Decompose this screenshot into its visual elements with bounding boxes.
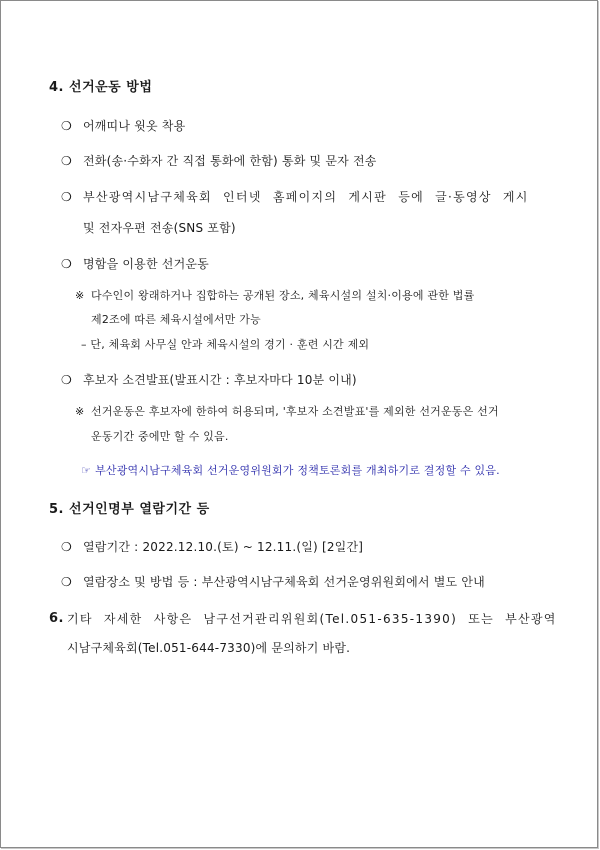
- dash-note: – 단, 체육회 사무실 안과 체육시설의 경기 · 훈련 시간 제외: [81, 338, 370, 351]
- section-4-heading: 4. 선거운동 방법: [49, 80, 153, 95]
- blue-note: [81, 463, 500, 479]
- note1-line2: 제2조에 따른 체육시설에서만 가능: [91, 313, 261, 326]
- bullet-icon: ❍: [61, 154, 72, 168]
- section-6-line2: 시남구체육회(Tel.051-644-7330)에 문의하기 바람.: [67, 641, 351, 655]
- pointing-hand-icon: ☞: [81, 464, 92, 477]
- list-item-homepage-line2: 및 전자우편 전송(SNS 포함): [83, 221, 236, 235]
- section-5-heading: 5. 선거인명부 열람기간 등: [49, 502, 210, 517]
- bullet-icon: ❍: [61, 540, 72, 554]
- list-item-speech: 후보자 소견발표(발표시간 : 후보자마다 10분 이내): [83, 373, 357, 387]
- bullet-icon: ❍: [61, 119, 72, 133]
- list-item-homepage-line1: 부산광역시남구체육회 인터넷 홈페이지의 게시판 등에 글·동영상 게시: [83, 190, 529, 204]
- note-mark-icon: ※: [75, 405, 85, 418]
- list-item-armband: 어깨띠나 윗옷 착용: [83, 119, 186, 133]
- note-mark-icon: ※: [75, 289, 85, 302]
- blue-note-text: 부산광역시남구체육회 선거운영위원회가 정책토론회를 개최하기로 결정할 수 있음.: [95, 464, 500, 477]
- section-6-line1: 기타 자세한 사항은 남구선거관리위원회(Tel.051-635-1390) 또는 부산광역: [67, 612, 557, 626]
- note1-line1: 다수인이 왕래하거나 집합하는 공개된 장소, 체육시설의 설치·이용에 관한 법률: [91, 289, 475, 302]
- bullet-icon: ❍: [61, 190, 72, 204]
- list-item-period: 열람기간 : 2022.12.10.(토) ~ 12.11.(일) [2일간]: [83, 540, 364, 554]
- note2-line1: 선거운동은 후보자에 한하여 허용되며, '후보자 소견발표'를 제외한 선거운동은 선거: [91, 405, 499, 418]
- bullet-icon: ❍: [61, 575, 72, 589]
- list-item-namecard: 명함을 이용한 선거운동: [83, 257, 209, 271]
- note2-line2: 운동기간 중에만 할 수 있음.: [91, 430, 229, 443]
- bullet-icon: ❍: [61, 373, 72, 387]
- section-6-number: 6.: [49, 611, 64, 626]
- list-item-place: 열람장소 및 방법 등 : 부산광역시남구체육회 선거운영위원회에서 별도 안내: [83, 575, 485, 589]
- bullet-icon: ❍: [61, 257, 72, 271]
- list-item-phone: 전화(송·수화자 간 직접 통화에 한함) 통화 및 문자 전송: [83, 154, 377, 168]
